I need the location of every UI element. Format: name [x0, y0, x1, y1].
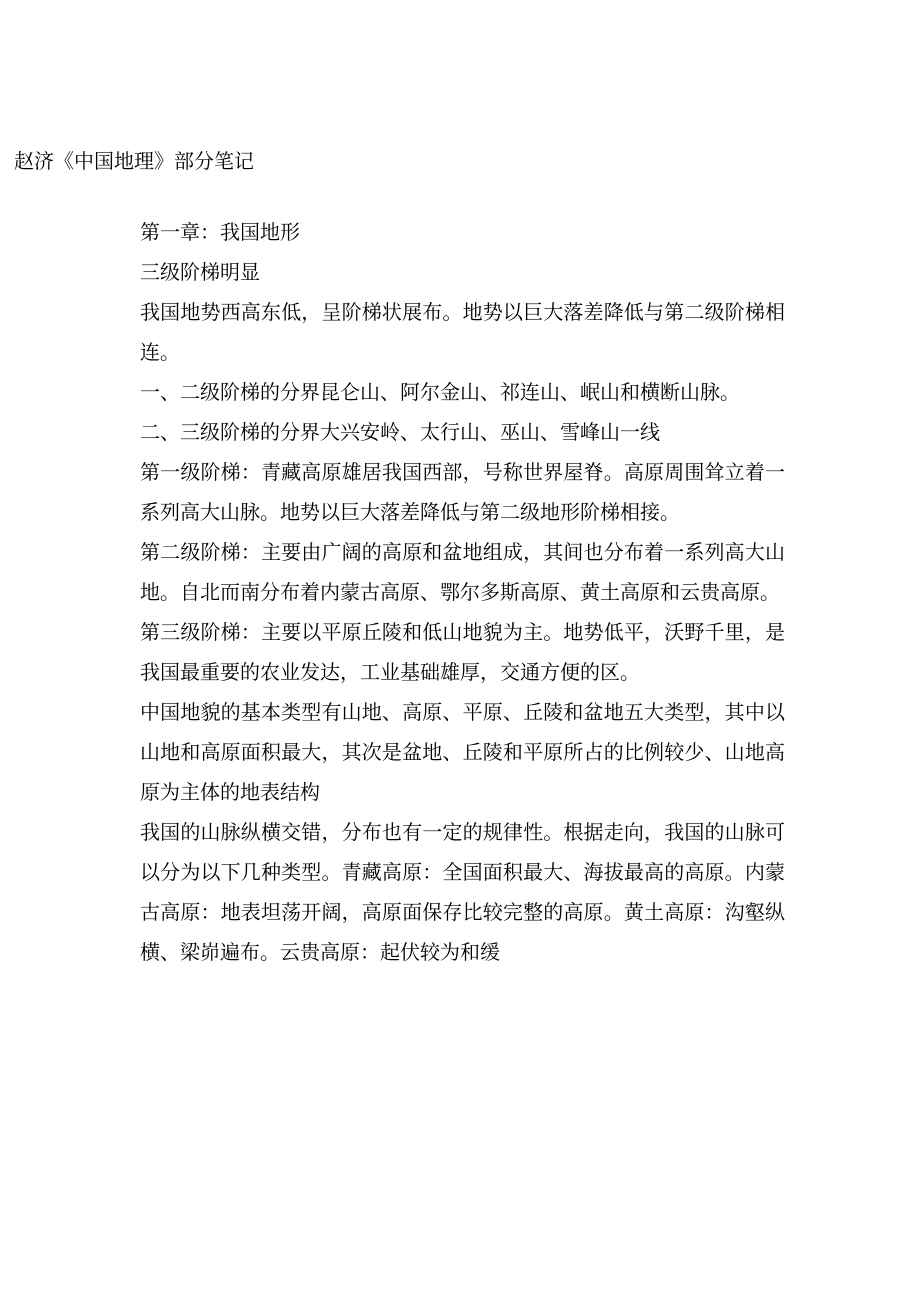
paragraph-third-step: 第三级阶梯：主要以平原丘陵和低山地貌为主。地势低平，沃野千里，是我国最重要的农业发达，工业基础雄厚，交通方便的区。: [140, 620, 785, 684]
chapter-heading: 第一章：我国地形: [140, 220, 300, 244]
section-heading: 三级阶梯明显: [140, 260, 260, 284]
paragraph-second-third-boundary: 二、三级阶梯的分界大兴安岭、太行山、巫山、雪峰山一线: [140, 420, 660, 444]
paragraph-second-step: 第二级阶梯：主要由广阔的高原和盆地组成，其间也分布着一系列高大山地。自北而南分布着内蒙古高原、鄂尔多斯高原、黄土高原和云贵高原。: [140, 540, 785, 604]
paragraph-first-second-boundary: 一、二级阶梯的分界昆仑山、阿尔金山、祁连山、岷山和横断山脉。: [140, 380, 740, 404]
paragraph-landform-types: 中国地貌的基本类型有山地、高原、平原、丘陵和盆地五大类型，其中以山地和高原面积最大，其次是盆地、丘陵和平原所占的比例较少、山地高原为主体的地表结构: [140, 700, 785, 804]
document-body: [140, 212, 785, 972]
paragraph-terrain-overview: 我国地势西高东低，呈阶梯状展布。地势以巨大落差降低与第二级阶梯相连。: [140, 300, 785, 364]
paragraph-first-step: 第一级阶梯：青藏高原雄居我国西部，号称世界屋脊。高原周围耸立着一系列高大山脉。地势以巨大落差降低与第二级地形阶梯相接。: [140, 460, 785, 524]
paragraph-mountains-plateaus: 我国的山脉纵横交错，分布也有一定的规律性。根据走向，我国的山脉可以分为以下几种类型。青藏高原：全国面积最大、海拔最高的高原。内蒙古高原：地表坦荡开阔，高原面保存比较完整的高原。黄土高原：沟壑纵横、梁峁遍布。云贵高原：起伏较为和缓: [140, 820, 785, 964]
document-title: 赵济《中国地理》部分笔记: [14, 149, 254, 173]
